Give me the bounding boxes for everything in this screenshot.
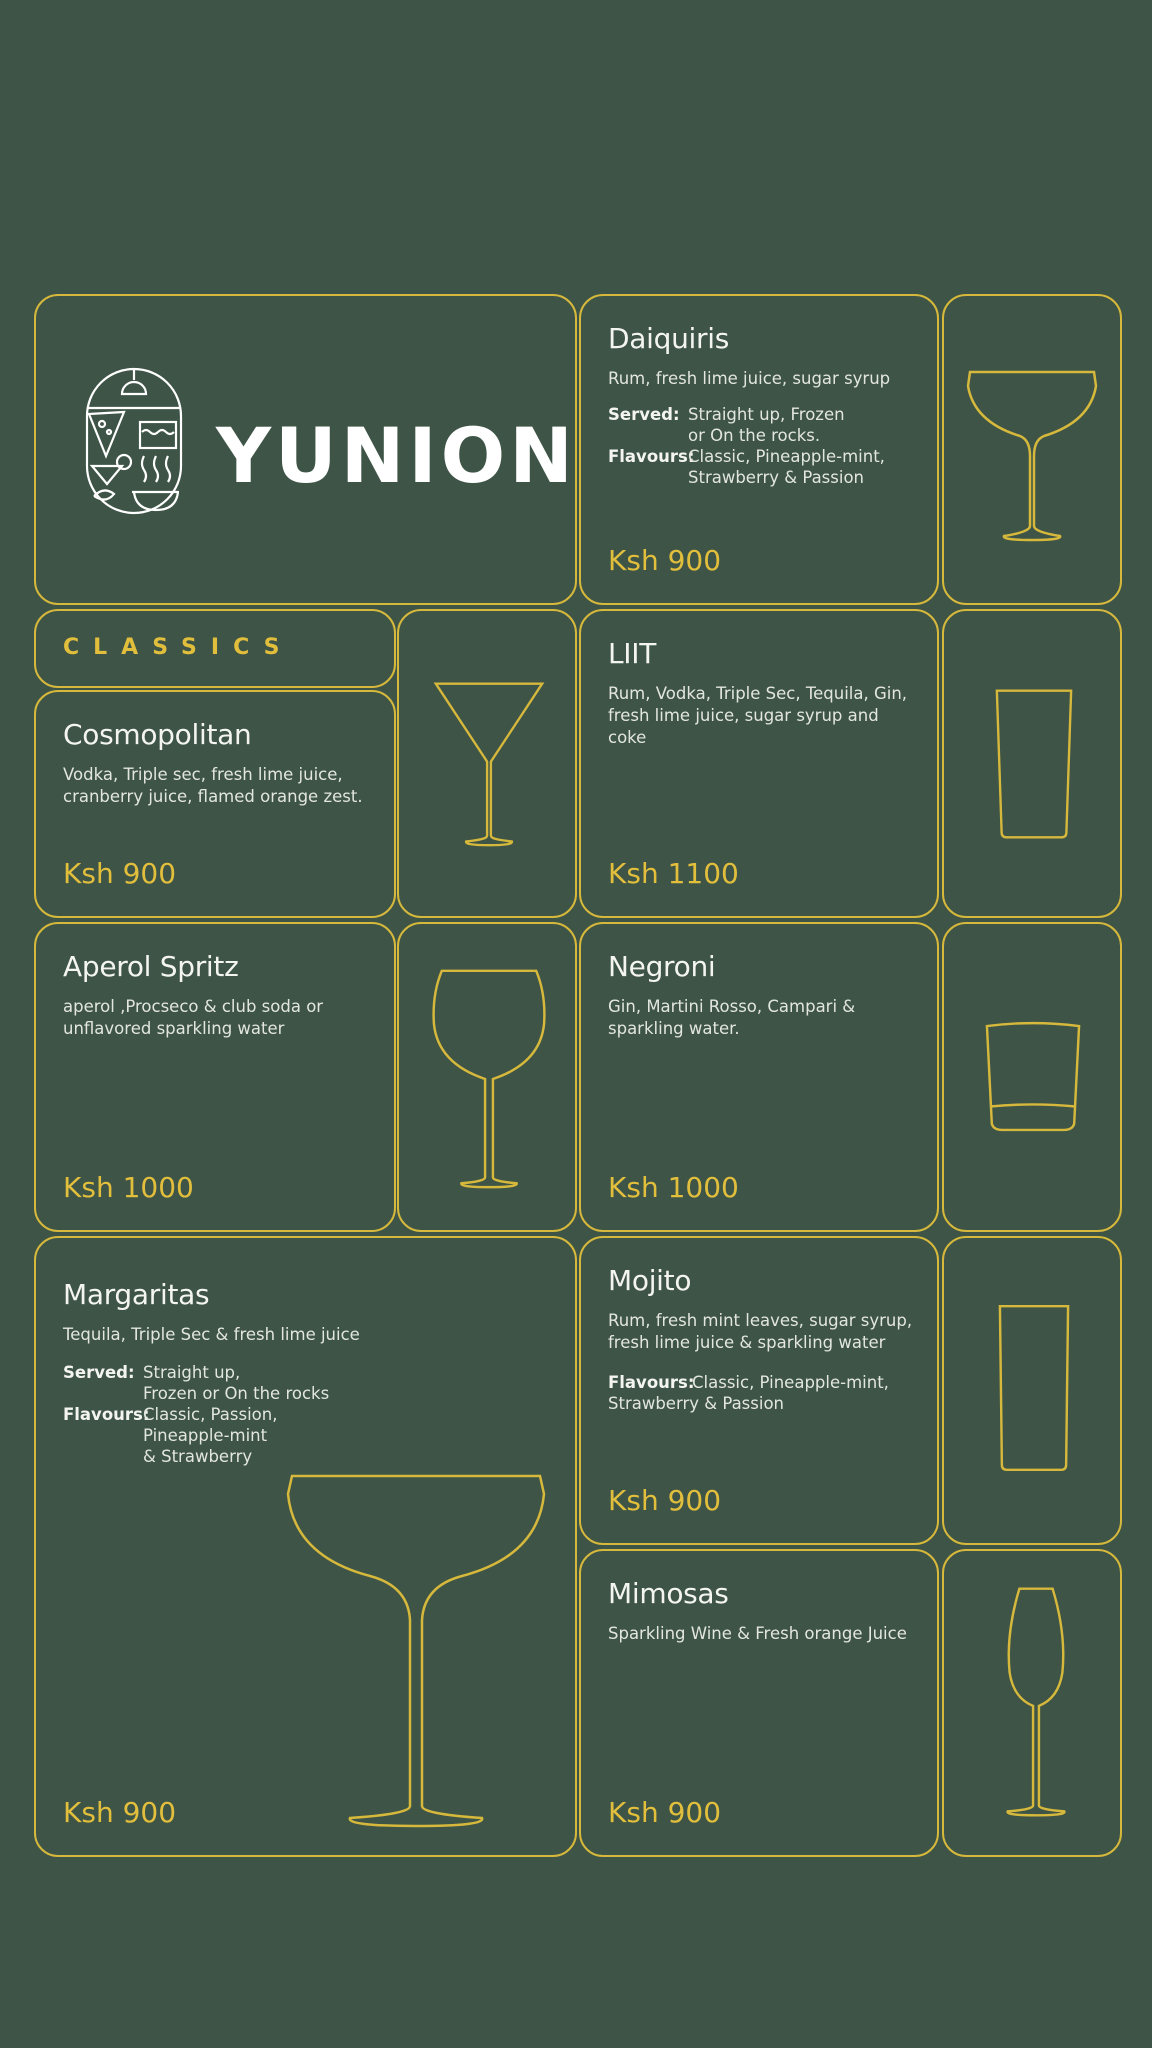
drink-price: Ksh 1000 <box>608 1171 739 1204</box>
glass-card <box>942 294 1122 605</box>
drink-ingredients: Tequila, Triple Sec & fresh lime juice <box>63 1325 360 1344</box>
flavours-value: Strawberry & Passion <box>608 1394 785 1413</box>
flavours-value: Pineapple-mint <box>143 1426 268 1445</box>
flavours-label: Flavours: <box>608 447 695 466</box>
served-value: or On the rocks. <box>688 426 821 445</box>
glass-card <box>942 1236 1122 1545</box>
daiquiris-card <box>579 294 939 605</box>
glass-card <box>397 609 577 918</box>
drink-name: Daiquiris <box>608 322 729 355</box>
drink-ingredients: Vodka, Triple sec, fresh lime juice, cranberry juice, flamed orange zest. <box>63 765 363 806</box>
drink-name: Cosmopolitan <box>63 718 252 751</box>
drink-price: Ksh 900 <box>63 857 177 890</box>
drink-price: Ksh 1100 <box>608 857 739 890</box>
aperol-spritz-card <box>34 922 396 1232</box>
margaritas-card <box>34 1236 577 1857</box>
drink-name: Margaritas <box>63 1278 210 1311</box>
flavours-value: & Strawberry <box>143 1447 253 1466</box>
served-value: Straight up, <box>143 1363 241 1382</box>
rocks-glass-icon <box>984 1020 1082 1134</box>
drink-name: Mimosas <box>608 1577 729 1610</box>
drink-name: Negroni <box>608 950 716 983</box>
drink-price: Ksh 900 <box>608 1484 722 1517</box>
flavours-value: Strawberry & Passion <box>688 468 865 487</box>
drink-ingredients: Rum, Vodka, Triple Sec, Tequila, Gin, fresh lime juice, sugar syrup and coke <box>608 684 908 747</box>
drink-ingredients: Gin, Martini Rosso, Campari & sparkling water. <box>608 997 856 1038</box>
glass-card <box>942 1549 1122 1857</box>
coupe-glass-icon <box>962 366 1102 546</box>
mojito-card <box>579 1236 939 1545</box>
flavours-value: Classic, Passion, <box>143 1405 278 1424</box>
drink-name: LIIT <box>608 637 657 670</box>
section-title: CLASSICS <box>63 635 294 660</box>
glass-card <box>942 609 1122 918</box>
margarita-glass-icon <box>282 1470 552 1830</box>
yunion-logo-icon <box>84 366 184 516</box>
highball-glass-icon <box>994 686 1074 842</box>
drink-price: Ksh 1000 <box>63 1171 194 1204</box>
collins-glass-icon <box>997 1302 1071 1474</box>
drink-price: Ksh 900 <box>608 544 722 577</box>
classics-header <box>34 609 396 688</box>
wine-glass-icon <box>430 964 548 1192</box>
cosmopolitan-card <box>34 690 396 918</box>
drink-details <box>608 1372 889 1414</box>
flavours-value: Classic, Pineapple-mint, <box>688 447 885 466</box>
served-value: Straight up, Frozen <box>688 405 845 424</box>
drink-ingredients: Sparkling Wine & Fresh orange Juice <box>608 1624 907 1643</box>
flavours-label: Flavours: <box>608 1373 695 1392</box>
liit-card <box>579 609 939 918</box>
drink-details <box>608 404 885 488</box>
logo-card <box>34 294 577 605</box>
drink-name: Mojito <box>608 1264 692 1297</box>
martini-glass-icon <box>432 676 546 851</box>
drink-ingredients: Rum, fresh mint leaves, sugar syrup, fresh lime juice & sparkling water <box>608 1311 913 1352</box>
served-label: Served: <box>608 405 680 424</box>
mimosas-card <box>579 1549 939 1857</box>
negroni-card <box>579 922 939 1232</box>
flavours-label: Flavours: <box>63 1405 150 1424</box>
glass-card <box>942 922 1122 1232</box>
brand-name: YUNION <box>216 411 577 500</box>
drink-name: Aperol Spritz <box>63 950 239 983</box>
served-value: Frozen or On the rocks <box>143 1384 330 1403</box>
drink-details <box>63 1362 329 1467</box>
champagne-flute-icon <box>994 1583 1078 1821</box>
drink-ingredients: Rum, fresh lime juice, sugar syrup <box>608 369 891 388</box>
flavours-value: Classic, Pineapple-mint, <box>692 1373 889 1392</box>
served-label: Served: <box>63 1363 135 1382</box>
drink-price: Ksh 900 <box>608 1796 722 1829</box>
drink-ingredients: aperol ,Procseco & club soda or unflavored sparkling water <box>63 997 324 1038</box>
drink-price: Ksh 900 <box>63 1796 177 1829</box>
glass-card <box>397 922 577 1232</box>
